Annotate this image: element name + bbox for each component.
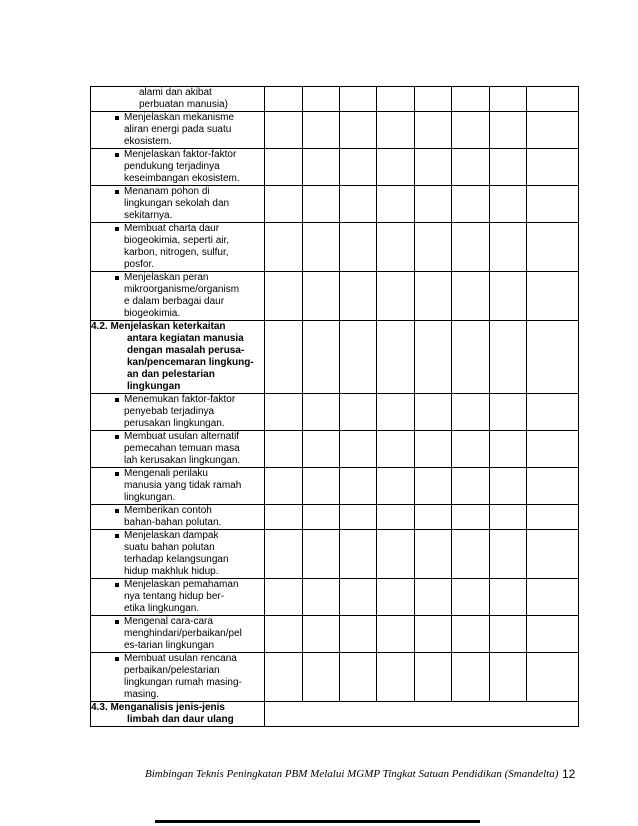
score-cell [527, 223, 579, 272]
score-cell [377, 321, 415, 394]
merged-score-cell [265, 702, 579, 727]
text-line: Menanam pohon di [124, 186, 210, 197]
text-line: Membuat usulan rencana [124, 653, 237, 664]
bullet-item [91, 149, 264, 185]
score-cell [340, 616, 377, 653]
score-cell [377, 186, 415, 223]
text-line: Memberikan contoh [124, 505, 212, 516]
score-cell [340, 87, 377, 112]
text-line: masing. [124, 689, 160, 700]
score-cell [452, 149, 490, 186]
score-cell [303, 394, 340, 431]
text-line: keseimbangan ekosistem. [124, 173, 240, 184]
bullet-item [91, 579, 264, 615]
score-cell [340, 530, 377, 579]
score-cell [303, 186, 340, 223]
indicator-cell [91, 321, 265, 394]
score-cell [265, 87, 303, 112]
score-cell [452, 468, 490, 505]
text-line: Menjelaskan peran [124, 272, 209, 283]
score-cell [377, 394, 415, 431]
score-cell [377, 653, 415, 702]
competency-table [90, 86, 579, 727]
score-cell [340, 321, 377, 394]
score-cell [303, 87, 340, 112]
text-line: Membuat usulan alternatif [124, 431, 240, 442]
score-cell [265, 505, 303, 530]
score-cell [527, 505, 579, 530]
bullet-item [91, 468, 264, 504]
table-row [91, 653, 579, 702]
score-cell [303, 505, 340, 530]
table-row [91, 223, 579, 272]
text-line: biogeokimia, seperti air, [124, 235, 230, 246]
text-line: perbaikan/pelestarian [124, 665, 220, 676]
bullet-square-icon [115, 509, 119, 513]
table-row [91, 530, 579, 579]
bullet-item [91, 616, 264, 652]
score-cell [303, 579, 340, 616]
section-number: 4.3. [91, 702, 108, 713]
text-line: Menjelaskan keterkaitan [110, 321, 226, 332]
table-row [91, 87, 579, 112]
score-cell [415, 579, 452, 616]
score-cell [527, 186, 579, 223]
text-line: sekitarnya. [124, 210, 173, 221]
score-cell [490, 186, 527, 223]
score-cell [377, 579, 415, 616]
indicator-cell [91, 431, 265, 468]
table-row [91, 579, 579, 616]
text-line: perbuatan manusia) [139, 99, 228, 110]
indicator-cell [91, 186, 265, 223]
bullet-square-icon [115, 583, 119, 587]
score-cell [527, 87, 579, 112]
score-cell [265, 579, 303, 616]
bullet-item [91, 272, 264, 320]
score-cell [415, 431, 452, 468]
text-line: Membuat charta daur [124, 223, 220, 234]
bullet-square-icon [115, 190, 119, 194]
text-line: Menganalisis jenis-jenis [110, 702, 225, 713]
score-cell [527, 321, 579, 394]
score-cell [303, 616, 340, 653]
bullet-item [91, 505, 264, 529]
score-cell [303, 431, 340, 468]
text-line: manusia yang tidak ramah [124, 480, 242, 491]
score-cell [340, 394, 377, 431]
score-cell [415, 149, 452, 186]
score-cell [265, 530, 303, 579]
text-line: terhadap kelangsungan [124, 554, 229, 565]
text-line: etika lingkungan. [124, 603, 200, 614]
score-cell [527, 149, 579, 186]
score-cell [265, 321, 303, 394]
section-heading [91, 321, 264, 393]
text-line: nya tentang hidup ber- [124, 591, 225, 602]
score-cell [265, 616, 303, 653]
score-cell [490, 223, 527, 272]
score-cell [452, 394, 490, 431]
table-row [91, 272, 579, 321]
text-line: limbah dan daur ulang [127, 714, 234, 725]
table-row [91, 431, 579, 468]
score-cell [377, 87, 415, 112]
bullet-square-icon [115, 116, 119, 120]
score-cell [265, 653, 303, 702]
score-cell [303, 321, 340, 394]
score-cell [490, 394, 527, 431]
score-cell [452, 272, 490, 321]
text-line: hidup makhluk hidup. [124, 566, 219, 577]
text-line: Menemukan faktor-faktor [124, 394, 236, 405]
score-cell [415, 223, 452, 272]
bullet-square-icon [115, 657, 119, 661]
score-cell [265, 223, 303, 272]
score-cell [490, 468, 527, 505]
indicator-cell [91, 87, 265, 112]
bullet-item [91, 653, 264, 701]
text-line: lingkungan [127, 381, 181, 392]
score-cell [490, 112, 527, 149]
text-line: Menjelaskan mekanisme [124, 112, 235, 123]
score-cell [415, 321, 452, 394]
score-cell [527, 530, 579, 579]
text-line: suatu bahan polutan [124, 542, 215, 553]
score-cell [340, 653, 377, 702]
table-body [91, 87, 579, 727]
indicator-cell [91, 653, 265, 702]
score-cell [340, 223, 377, 272]
score-cell [265, 272, 303, 321]
text-line: karbon, nitrogen, sulfur, [124, 247, 229, 258]
score-cell [490, 505, 527, 530]
score-cell [527, 394, 579, 431]
text-line: kan/pencemaran lingkung- [127, 357, 254, 368]
score-cell [377, 530, 415, 579]
score-cell [340, 468, 377, 505]
text-line: e dalam berbagai daur [124, 296, 225, 307]
score-cell [303, 653, 340, 702]
score-cell [415, 186, 452, 223]
score-cell [452, 653, 490, 702]
score-cell [377, 616, 415, 653]
score-cell [265, 112, 303, 149]
text-line: antara kegiatan manusia [127, 333, 244, 344]
text-line: an dan pelestarian [127, 369, 215, 380]
score-cell [377, 505, 415, 530]
bullet-square-icon [115, 472, 119, 476]
score-cell [265, 431, 303, 468]
score-cell [415, 112, 452, 149]
score-cell [377, 272, 415, 321]
score-cell [265, 468, 303, 505]
bullet-item [91, 186, 264, 222]
table-row [91, 616, 579, 653]
text-line: lingkungan rumah masing- [124, 677, 242, 688]
table-row [91, 702, 579, 727]
bullet-item [91, 394, 264, 430]
text-line: Menjelaskan faktor-faktor [124, 149, 237, 160]
indicator-cell [91, 394, 265, 431]
score-cell [340, 505, 377, 530]
score-cell [527, 468, 579, 505]
bullet-item [91, 431, 264, 467]
text-line: penyebab terjadinya [124, 406, 215, 417]
bullet-square-icon [115, 620, 119, 624]
score-cell [490, 149, 527, 186]
score-cell [452, 223, 490, 272]
indicator-cell [91, 530, 265, 579]
score-cell [377, 149, 415, 186]
score-cell [452, 186, 490, 223]
bullet-square-icon [115, 153, 119, 157]
score-cell [377, 431, 415, 468]
table-row [91, 394, 579, 431]
score-cell [452, 321, 490, 394]
score-cell [303, 272, 340, 321]
heading-first-line [91, 321, 264, 333]
score-cell [377, 112, 415, 149]
text-line: pendukung terjadinya [124, 161, 220, 172]
text-line: lingkungan. [124, 492, 176, 503]
section-number: 4.2. [91, 321, 108, 332]
score-cell [452, 616, 490, 653]
text-line: Menjelaskan pemahaman [124, 579, 239, 590]
score-cell [527, 616, 579, 653]
score-cell [415, 394, 452, 431]
score-cell [340, 579, 377, 616]
score-cell [527, 579, 579, 616]
score-cell [415, 87, 452, 112]
score-cell [490, 272, 527, 321]
text-line: Mengenal cara-cara [124, 616, 213, 627]
text-line: lingkungan sekolah dan [124, 198, 230, 209]
text-line: aliran energi pada suatu [124, 124, 232, 135]
indicator-cell [91, 702, 265, 727]
text-line: menghindari/perbaikan/pel [124, 628, 242, 639]
score-cell [527, 431, 579, 468]
text-line: bahan-bahan polutan. [124, 517, 222, 528]
score-cell [265, 149, 303, 186]
bullet-item [91, 112, 264, 148]
score-cell [303, 149, 340, 186]
score-cell [527, 272, 579, 321]
score-cell [452, 431, 490, 468]
score-cell [340, 112, 377, 149]
text-line: es-tarian lingkungan [124, 640, 215, 651]
table-row [91, 186, 579, 223]
bullet-item [91, 530, 264, 578]
score-cell [377, 223, 415, 272]
text-line: posfor. [124, 259, 155, 270]
score-cell [452, 112, 490, 149]
score-cell [340, 431, 377, 468]
table-row [91, 505, 579, 530]
indicator-cell [91, 272, 265, 321]
score-cell [415, 505, 452, 530]
score-cell [452, 530, 490, 579]
indicator-cell [91, 505, 265, 530]
text-line: ekosistem. [124, 136, 172, 147]
score-cell [303, 530, 340, 579]
bullet-square-icon [115, 435, 119, 439]
score-cell [340, 149, 377, 186]
score-cell [490, 616, 527, 653]
text-line: biogeokimia. [124, 308, 181, 319]
table-row [91, 112, 579, 149]
score-cell [490, 530, 527, 579]
score-cell [265, 186, 303, 223]
text-line: lah kerusakan lingkungan. [124, 455, 241, 466]
score-cell [527, 112, 579, 149]
indicator-cell [91, 149, 265, 186]
score-cell [452, 505, 490, 530]
score-cell [303, 112, 340, 149]
bullet-square-icon [115, 227, 119, 231]
score-cell [490, 321, 527, 394]
bullet-item [91, 223, 264, 271]
text-line: perusakan lingkungan. [124, 418, 225, 429]
indicator-cell [91, 579, 265, 616]
text-line: mikroorganisme/organism [124, 284, 240, 295]
score-cell [265, 394, 303, 431]
bullet-square-icon [115, 398, 119, 402]
score-cell [415, 272, 452, 321]
score-cell [303, 223, 340, 272]
score-cell [340, 186, 377, 223]
table-row [91, 321, 579, 394]
score-cell [490, 431, 527, 468]
indicator-cell [91, 223, 265, 272]
table-row [91, 149, 579, 186]
footer-text: Bimbingan Teknis Peningkatan PBM Melalui MGMP Tingkat Satuan Pendidikan (Smandelta) [145, 768, 559, 780]
score-cell [490, 579, 527, 616]
continued-text [91, 87, 264, 111]
score-cell [490, 653, 527, 702]
score-cell [340, 272, 377, 321]
score-cell [490, 87, 527, 112]
score-cell [452, 87, 490, 112]
score-cell [415, 468, 452, 505]
text-line: dengan masalah perusa- [127, 345, 245, 356]
text-line: pemecahan temuan masa [124, 443, 240, 454]
page-number: 12 [562, 767, 576, 781]
heading-first-line [91, 702, 264, 714]
score-cell [303, 468, 340, 505]
text-line: Menjelaskan dampak [124, 530, 219, 541]
text-line: Mengenali perilaku [124, 468, 208, 479]
text-line: alami dan akibat [139, 87, 212, 98]
bullet-square-icon [115, 534, 119, 538]
table-row [91, 468, 579, 505]
score-cell [527, 653, 579, 702]
indicator-cell [91, 468, 265, 505]
indicator-cell [91, 112, 265, 149]
score-cell [377, 468, 415, 505]
footer-rule [155, 820, 480, 823]
score-cell [415, 530, 452, 579]
score-cell [415, 653, 452, 702]
indicator-cell [91, 616, 265, 653]
bullet-square-icon [115, 276, 119, 280]
score-cell [415, 616, 452, 653]
score-cell [452, 579, 490, 616]
section-heading [91, 702, 264, 726]
